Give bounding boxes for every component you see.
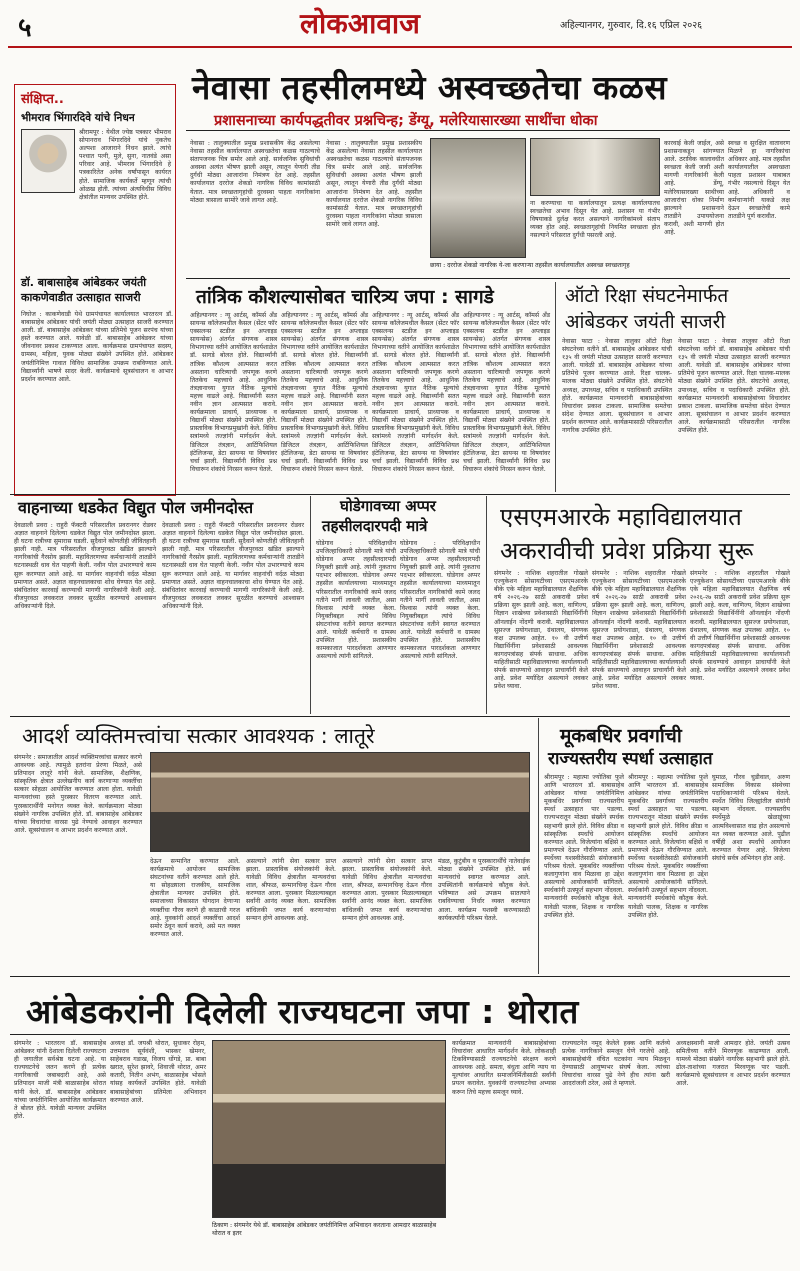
auto-headline-l2: आंबेडकर जयंती साजरी (565, 311, 726, 333)
portrait-photo (21, 129, 75, 193)
brief-title: भीमराव भिंगारदिवे यांचे निधन (21, 112, 135, 124)
photo-caption: छाया : दररोज शेकडो नागरिक ये-जा करणाऱ्या तहसील कार्यालयातील अस्वच्छ स्वच्छतागृह (430, 262, 630, 269)
adarsh-headline: आदर्श व्यक्तिमत्त्वांचा सत्कार आवश्यक : लातूरे (22, 724, 375, 748)
thorat-photo (212, 1040, 446, 1218)
adarsh-body-1: संगमनेर : समाजातील आदर्श व्यक्तिमत्त्वांचा सत्कार करणे आवश्यक आहे. त्यामुळे इतरांना प्रेरणा मिळते, असे प्रतिपादन लातूरे यांनी केले. सामाजिक, शैक्षणिक, सांस्कृतिक क्षेत्रात उल्लेखनीय कार्य करणाऱ्या व्यक्तींचा सत्कार सोहळा आयोजित करण्यात आला होता. यावेळी मान्यवरांच्या हस्ते पुरस्कार वितरण करण्यात आले. पुरस्कारार्थींनी मनोगत व्यक्त केले. कार्यक्रमाला मोठ्या संख्येने नागरिक उपस्थित होते. डॉ. बाबासाहेब आंबेडकर यांच्या विचारांचा वारसा पुढे नेण्याचे आवाहन करण्यात आले. सूत्रसंचालन व आभार प्रदर्शन करण्यात आले. (14, 754, 142, 834)
ghodegav-headline-l1: घोडेगावच्या अप्पर (340, 497, 436, 515)
vahan-headline: वाहनाच्या धडकेत विद्युत पोल जमीनदोस्त (18, 498, 254, 517)
masthead-rule (8, 46, 792, 48)
ghodegav-headline-l2: तहसीलदारपदी मात्रे (322, 517, 428, 535)
brief-body: निघोज : काकणेवाडी येथे ग्रामपंचायत कार्यालयात भारतरत्न डॉ. बाबासाहेब आंबेडकर यांची जयंती मोठ्या उत्साहात साजरी करण्यात आली. डॉ. बाबासाहेब आंबेडकर यांच्या प्रतिमेचे पूजन सरपंच यांच्या हस्ते करण्यात आले. यावेळी डॉ. बाबासाहेब आंबेडकर यांच्या जीवनावर प्रकाश टाकण्यात आला. कार्यक्रमास ग्रामपंचायत सदस्य, ग्रामस्थ, महिला, युवक मोठ्या संख्येने उपस्थित होते. आंबेडकर जयंतीनिमित्त गावात विविध सामाजिक उपक्रम राबविण्यात आले. विद्यार्थ्यांनी भाषणे सादर केली. कार्यक्रमाचे सूत्रसंचालन व आभार प्रदर्शन करण्यात आले. (21, 311, 173, 383)
toilet-photo-2 (530, 138, 660, 196)
adarsh-body-5: मंडळ, कुटुंबीय व पुरस्कारार्थींचे नातेवाईक मोठ्या संख्येने उपस्थित होते. सर्व मान्यवरांचे स्वागत करण्यात आले. उपस्थितांनी कार्यक्रमाचे कौतुक केले. भविष्यात असे उपक्रम सातत्याने राबविण्याचा निर्धार व्यक्त करण्यात आला. कार्यक्रम यशस्वी करण्यासाठी कार्यकर्त्यांनी परिश्रम घेतले. (438, 858, 530, 922)
masthead (0, 0, 800, 52)
bottom-body-4: राज्यघटनेत नमूद केलेले हक्क आणि कर्तव्ये प्रत्येक नागरिकाने समजून घेणे गरजेचे आहे. बाबासाहेबांनी वंचित घटकांना न्याय मिळवून देण्यासाठी आयुष्यभर संघर्ष केला. त्यांच्या विचारांचा वारसा पुढे नेणे हीच त्यांना खरी आदरांजली ठरेल, असे ते म्हणाले. (562, 1040, 670, 1088)
divider (10, 1034, 790, 1035)
bottom-body-2: अध्यक्ष डॉ. जयश्री थोरात, सुधाकर रोहम, उत्तमराव सूर्यवंशी, भास्कर खेमनर, साहेबराव गडाख, विजय धोंगडे, प्रा. बाबा खरात, सुरेश झावरे, शिवाजी थोरात, अमर कतारी, नितीन अभंग, बाळासाहेब भोसले यांसह कार्यकर्ते उपस्थित होते. यावेळी बाबासाहेबांच्या प्रतिमेला अभिवादन करण्यात आले. (110, 1040, 206, 1104)
mook-body-2: श्रीरामपूर : महात्मा ज्योतिबा फुले आणि भारतरत्न डॉ. बाबासाहेब आंबेडकर यांच्या जयंतीनिमित्त मूकबधिर प्रवर्गाच्या राज्यस्तरीय स्पर्धा उत्साहात पार पडल्या. राज्यभरातून मोठ्या संख्येने स्पर्धक सहभागी झाले होते. विविध क्रीडा व सांस्कृतिक स्पर्धांचे आयोजन करण्यात आले. विजेत्यांना बक्षिसे व प्रमाणपत्रे देऊन गौरविण्यात आले. स्पर्धेच्या यशस्वीतेसाठी संयोजकांनी परिश्रम घेतले. मूकबधिर व्यक्तींच्या कलागुणांना वाव मिळावा हा उद्देश असल्याचे आयोजकांनी सांगितले. स्पर्धकांनी उत्स्फूर्त सहभाग नोंदवला. मान्यवरांनी स्पर्धकांचे कौतुक केले. यावेळी पालक, शिक्षक व नागरिक उपस्थित होते. (628, 774, 708, 919)
lead-body-col2: नेवासा : तालुक्यातील प्रमुख प्रशासकीय केंद्र असलेल्या नेवासा तहसील कार्यालयात अस्वच्छतेचा कळस गाठल्याचे संतापजनक चित्र समोर आले आहे. सार्वजनिक सुविधांची अवस्था अत्यंत भीषण झाली असून, त्यातून येणारी तीव्र दुर्गंधी मोठ्या आजारांना निमंत्रण देत आहे. तहसील कार्यालयात दररोज शेकडो नागरिक विविध कामांसाठी येतात. मात्र स्वच्छतागृहांची दुरवस्था पाहता नागरिकांना मोठ्या त्रासाला सामोरे जावे लागत आहे. (326, 140, 422, 228)
tantrik-body: अहिल्यानगर : न्यू आर्टस्, कॉमर्स अँड सायन्स कॉलेजमधील कैसल (सेंटर फॉर एक्सलन्स स्टडीज इन अप्लाइड सायन्सेस) अंतर्गत संगणक शास्त्र विभागाच्या वतीने आयोजित कार्यशाळेत डॉ. सागडे बोलत होते. विद्यार्थ्यांनी तांत्रिक कौशल्य आत्मसात करत असताना चारित्र्याची जपणूक करणे तितकेच महत्त्वाचे आहे. आधुनिक तंत्रज्ञानाच्या युगात नैतिक मूल्यांचे महत्त्व वाढले आहे. विद्यार्थ्यांनी सतत नवीन ज्ञान आत्मसात करावे. कार्यक्रमाला प्राचार्य, प्राध्यापक व विद्यार्थी मोठ्या संख्येने उपस्थित होते. प्रास्ताविक विभागप्रमुखांनी केले. विविध सत्रांमध्ये तज्ज्ञांनी मार्गदर्शन केले. डिजिटल तंत्रज्ञान, आर्टिफिशियल इंटेलिजन्स, डेटा सायन्स या विषयांवर चर्चा झाली. विद्यार्थ्यांनी विविध प्रश्न विचारून शंकांचे निरसन करून घेतले. (190, 312, 277, 473)
divider (310, 496, 311, 714)
lead-subhead: प्रशासनाच्या कार्यपद्धतीवर प्रश्नचिन्ह; डेंग्यू, मलेरियासारख्या साथींचा धोका (214, 113, 598, 129)
brief-body-cont (21, 195, 173, 235)
newspaper-logo: लोकआवाज (300, 7, 420, 40)
divider (10, 976, 790, 977)
photo-caption: ठिकाण : संगमनेर येथे डॉ. बाबासाहेब आंबेडकर जयंतीनिमित्त अभिवादन करताना आमदार बाळासाहेब थोरात व इतर (212, 1222, 437, 1237)
mook-body-3: घुमाळ, गौरव चुडीवाल, अरुण सामाजिक विकास संस्थेच्या पदाधिकाऱ्यांनी परिश्रम घेतले. स्पर्धेत विविध जिल्ह्यांतील संघांनी सहभाग नोंदवला. राज्यस्तरीय स्पर्धेमुळे खेळाडूंच्या आत्मविश्वासात वाढ होत असल्याचे मत व्यक्त करण्यात आले. पुढील वर्षीही अशा स्पर्धांचे आयोजन करण्यात येणार आहे. विजेत्या संघांचे सर्वत्र अभिनंदन होत आहे. (712, 774, 790, 862)
bottom-body-1: संगमनेर : भारतरत्न डॉ. बाबासाहेब आंबेडकर यांनी देशाला दिलेली राज्यघटना ही जगातील सर्वश्रेष्ठ घटना आहे. या राज्यघटनेचे जतन करणे ही प्रत्येक नागरिकाची जबाबदारी आहे, असे प्रतिपादन माजी मंत्री बाळासाहेब थोरात यांनी केले. डॉ. बाबासाहेब आंबेडकर यांच्या जयंतीनिमित्त आयोजित कार्यक्रमात ते बोलत होते. यावेळी मान्यवर उपस्थित होते. (14, 1040, 106, 1120)
auto-body-2: नेवासा फाटा : नेवासा तालुका ऑटो रिक्षा संघटनेच्या वतीने डॉ. बाबासाहेब आंबेडकर यांची १३५ वी जयंती मोठ्या उत्साहात साजरी करण्यात आली. यावेळी डॉ. बाबासाहेब आंबेडकर यांच्या प्रतिमेचे पूजन करण्यात आले. रिक्षा चालक-मालक मोठ्या संख्येने उपस्थित होते. संघटनेचे अध्यक्ष, उपाध्यक्ष, सचिव व पदाधिकारी उपस्थित होते. कार्यक्रमात मान्यवरांनी बाबासाहेबांच्या विचारांवर प्रकाश टाकला. सामाजिक समतेचा संदेश देण्यात आला. सूत्रसंचालन व आभार प्रदर्शन करण्यात आले. कार्यक्रमासाठी परिसरातील नागरिक उपस्थित होते. (678, 338, 790, 435)
smrk-body-2: संगमनेर : नाशिक शहरातील गोखले एज्युकेशन सोसायटीच्या एसएमआरके बीके एके महिला महाविद्यालयात शैक्षणिक वर्ष २०२६-२७ साठी अकरावी प्रवेश प्रक्रिया सुरू झाली आहे. कला, वाणिज्य, विज्ञान शाखेच्या प्रवेशासाठी विद्यार्थिनींनी ऑनलाईन नोंदणी करावी. महाविद्यालयात सुसज्ज प्रयोगशाळा, ग्रंथालय, संगणक कक्ष उपलब्ध आहेत. १० वी उत्तीर्ण विद्यार्थिनींना प्रवेशासाठी आवश्यक कागदपत्रांसह संपर्क साधावा. अधिक माहितीसाठी महाविद्यालयाच्या कार्यालयाशी संपर्क साधण्याचे आवाहन प्राचार्यांनी केले आहे. प्रवेश मर्यादित असल्याने लवकर प्रवेश घ्यावा. (592, 570, 686, 691)
sankshipt-box (14, 84, 176, 496)
ghodegav-body-2: घोडेगाव : परिविक्षाधीन उपजिल्हाधिकारी सोनाली मात्रे यांची घोडेगाव अप्पर तहसीलदारपदी नियुक्ती झाली आहे. त्यांनी नुकताच पदभार स्वीकारला. घोडेगाव अप्पर तहसील कार्यालयाच्या माध्यमातून परिसरातील नागरिकांची कामे जलद गतीने मार्गी लावली जातील, असा विश्वास त्यांनी व्यक्त केला. नियुक्तीबद्दल त्यांचे विविध संघटनांच्या वतीने स्वागत करण्यात आले. यावेळी कर्मचारी व ग्रामस्थ उपस्थित होते. प्रशासकीय कामकाजात पारदर्शकता आणणार असल्याचे त्यांनी सांगितले. (400, 540, 480, 661)
mook-headline-l2: राज्यस्तरीय स्पर्धा उत्साहात (548, 749, 713, 769)
tantrik-headline: तांत्रिक कौशल्यासोबत चारित्र्य जपा : सागडे (196, 286, 494, 308)
lead-headline: नेवासा तहसीलमध्ये अस्वच्छतेचा कळस (192, 68, 668, 107)
smrk-body-1: संगमनेर : नाशिक शहरातील गोखले एज्युकेशन सोसायटीच्या एसएमआरके बीके एके महिला महाविद्यालयात शैक्षणिक वर्ष २०२६-२७ साठी अकरावी प्रवेश प्रक्रिया सुरू झाली आहे. कला, वाणिज्य, विज्ञान शाखेच्या प्रवेशासाठी विद्यार्थिनींनी ऑनलाईन नोंदणी करावी. महाविद्यालयात सुसज्ज प्रयोगशाळा, ग्रंथालय, संगणक कक्ष उपलब्ध आहेत. १० वी उत्तीर्ण विद्यार्थिनींना प्रवेशासाठी आवश्यक कागदपत्रांसह संपर्क साधावा. अधिक माहितीसाठी महाविद्यालयाच्या कार्यालयाशी संपर्क साधण्याचे आवाहन प्राचार्यांनी केले आहे. प्रवेश मर्यादित असल्याने लवकर प्रवेश घ्यावा. (494, 570, 588, 691)
smrk-body-3: संगमनेर : नाशिक शहरातील गोखले एज्युकेशन सोसायटीच्या एसएमआरके बीके एके महिला महाविद्यालयात शैक्षणिक वर्ष २०२६-२७ साठी अकरावी प्रवेश प्रक्रिया सुरू झाली आहे. कला, वाणिज्य, विज्ञान शाखेच्या प्रवेशासाठी विद्यार्थिनींनी ऑनलाईन नोंदणी करावी. महाविद्यालयात सुसज्ज प्रयोगशाळा, ग्रंथालय, संगणक कक्ष उपलब्ध आहेत. १० वी उत्तीर्ण विद्यार्थिनींना प्रवेशासाठी आवश्यक कागदपत्रांसह संपर्क साधावा. अधिक माहितीसाठी महाविद्यालयाच्या कार्यालयाशी संपर्क साधण्याचे आवाहन प्राचार्यांनी केले आहे. प्रवेश मर्यादित असल्याने लवकर प्रवेश घ्यावा. (690, 570, 790, 683)
divider (555, 282, 556, 492)
divider (10, 716, 790, 717)
lead-body-col1: नेवासा : तालुक्यातील प्रमुख प्रशासकीय केंद्र असलेल्या नेवासा तहसील कार्यालयात अस्वच्छतेचा कळस गाठल्याचे संतापजनक चित्र समोर आले आहे. सार्वजनिक सुविधांची अवस्था अत्यंत भीषण झाली असून, त्यातून येणारी तीव्र दुर्गंधी मोठ्या आजारांना निमंत्रण देत आहे. तहसील कार्यालयात दररोज शेकडो नागरिक विविध कामांसाठी येतात. मात्र स्वच्छतागृहांची दुरवस्था पाहता नागरिकांना मोठ्या त्रासाला सामोरे जावे लागत आहे. (190, 140, 320, 204)
bottom-body-3: कार्यक्रमात मान्यवरांनी बाबासाहेबांच्या विचारांवर आधारित मार्गदर्शन केले. लोकशाही टिकविण्यासाठी राज्यघटनेचे संरक्षण करणे आवश्यक आहे. समता, बंधुता आणि न्याय या मूल्यांवर आधारित समाजनिर्मितीसाठी सर्वांनी प्रयत्न करावेत. युवकांनी राज्यघटनेचा अभ्यास करून तिचे महत्त्व समजून घ्यावे. (452, 1040, 556, 1096)
group-photo (150, 752, 530, 852)
divider (486, 496, 487, 714)
vahan-body-1: देवळाली प्रवरा : राहुरी फॅक्टरी परिसरातील प्रवरानगर रोडवर अज्ञात वाहनाने दिलेल्या धडकेत विद्युत पोल जमीनदोस्त झाला. ही घटना रात्रीच्या सुमारास घडली. सुदैवाने कोणतीही जीवितहानी झाली नाही. मात्र परिसरातील वीजपुरवठा खंडित झाल्याने नागरिकांची गैरसोय झाली. महावितरणच्या कर्मचाऱ्यांनी तातडीने घटनास्थळी धाव घेत पाहणी केली. नवीन पोल उभारण्याचे काम सुरू करण्यात आले आहे. या मार्गावर वाहनांची वर्दळ मोठ्या प्रमाणात असते. अज्ञात वाहनचालकाचा शोध घेण्यात येत आहे. संबंधितांवर कारवाई करण्याची मागणी नागरिकांनी केली आहे. वीजपुरवठा लवकरात लवकर सुरळीत करण्याचे आश्वासन अधिकाऱ्यांनी दिले. (14, 522, 156, 610)
brief-title: डॉ. बाबासाहेब आंबेडकर जयंती काकणेवाडीत उत्साहात साजरी (21, 276, 147, 304)
auto-headline-l1: ऑटो रिक्षा संघटनेमार्फत (565, 285, 729, 307)
lead-body-col5: स्वच्छ व सुरक्षित वातावरण मिळणे हा नागरिकांचा अधिकार आहे. मात्र तहसील कार्यालयातील अस्वच्छता पाहता प्रशासन याबाबत गंभीर नसल्याचे दिसून येत आहे. अधिकारी व कर्मचाऱ्यांनी याकडे लक्ष देऊन स्वच्छतेची कामे तातडीने पूर्ण करावीत. (728, 140, 791, 220)
divider (186, 130, 790, 131)
lead-body-col3: ना करण्याचा या कार्यालयातून प्रत्यक्ष कार्यालयातच स्वच्छतेचा अभाव दिसून येत आहे. प्रशासन या गंभीर विषयाकडे दुर्लक्ष करत असल्याने नागरिकांमध्ये संताप व्यक्त होत आहे. स्वच्छतागृहांची नियमित स्वच्छता होत नसल्याने परिसरात दुर्गंधी पसरली आहे. (530, 200, 660, 240)
adarsh-body-4: असल्याने त्यांनी सेवा सत्कार प्राप्त झाला. प्रास्ताविक संयोजकांनी केले. यावेळी विविध क्षेत्रातील मान्यवरांचा शाल, श्रीफळ, सन्मानचिन्ह देऊन गौरव करण्यात आला. पुरस्कार मिळाल्याबद्दल सर्वांनी आनंद व्यक्त केला. सामाजिक बांधिलकी जपत कार्य करणाऱ्यांचा सन्मान होणे आवश्यक आहे. (342, 858, 432, 922)
smrk-headline-l1: एसएमआरके महाविद्यालयात (500, 503, 742, 531)
mook-headline-l1: मूकबधिर प्रवर्गाची (560, 725, 682, 747)
divider (186, 278, 790, 279)
mook-body-1: श्रीरामपूर : महात्मा ज्योतिबा फुले आणि भारतरत्न डॉ. बाबासाहेब आंबेडकर यांच्या जयंतीनिमित्त मूकबधिर प्रवर्गाच्या राज्यस्तरीय स्पर्धा उत्साहात पार पडल्या. राज्यभरातून मोठ्या संख्येने स्पर्धक सहभागी झाले होते. विविध क्रीडा व सांस्कृतिक स्पर्धांचे आयोजन करण्यात आले. विजेत्यांना बक्षिसे व प्रमाणपत्रे देऊन गौरविण्यात आले. स्पर्धेच्या यशस्वीतेसाठी संयोजकांनी परिश्रम घेतले. मूकबधिर व्यक्तींच्या कलागुणांना वाव मिळावा हा उद्देश असल्याचे आयोजकांनी सांगितले. स्पर्धकांनी उत्स्फूर्त सहभाग नोंदवला. मान्यवरांनी स्पर्धकांचे कौतुक केले. यावेळी पालक, शिक्षक व नागरिक उपस्थित होते. (544, 774, 624, 919)
vahan-body-2: देवळाली प्रवरा : राहुरी फॅक्टरी परिसरातील प्रवरानगर रोडवर अज्ञात वाहनाने दिलेल्या धडकेत विद्युत पोल जमीनदोस्त झाला. ही घटना रात्रीच्या सुमारास घडली. सुदैवाने कोणतीही जीवितहानी झाली नाही. मात्र परिसरातील वीजपुरवठा खंडित झाल्याने नागरिकांची गैरसोय झाली. महावितरणच्या कर्मचाऱ्यांनी तातडीने घटनास्थळी धाव घेत पाहणी केली. नवीन पोल उभारण्याचे काम सुरू करण्यात आले आहे. या मार्गावर वाहनांची वर्दळ मोठ्या प्रमाणात असते. अज्ञात वाहनचालकाचा शोध घेण्यात येत आहे. संबंधितांवर कारवाई करण्याची मागणी नागरिकांनी केली आहे. वीजपुरवठा लवकरात लवकर सुरळीत करण्याचे आश्वासन अधिकाऱ्यांनी दिले. (162, 522, 304, 610)
divider (10, 494, 790, 495)
dateline: अहिल्यानगर, गुरुवार, दि.१६ एप्रिल २०२६ (560, 20, 703, 31)
smrk-headline-l2: अकरावीची प्रवेश प्रक्रिया सुरू (500, 537, 754, 565)
lead-body-col4: कारवाई केली जाईल, असे प्रशासनाकडून सांगण्यात आले. ठराविक कालावधीत स्वच्छता केली जावी अशी मागणी नागरिकांनी केली आहे. डेंग्यू, मलेरियासारख्या साथीच्या आजारांचा धोका निर्माण झाल्याने प्रशासनाने तातडीने उपाययोजना करावी, अशी मागणी होत आहे. (664, 140, 724, 237)
bottom-headline: आंबेडकरांनी दिलेली राज्यघटना जपा : थोरात (26, 992, 579, 1031)
tantrik-body-3: अहिल्यानगर : न्यू आर्टस्, कॉमर्स अँड सायन्स कॉलेजमधील कैसल (सेंटर फॉर एक्सलन्स स्टडीज इन अप्लाइड सायन्सेस) अंतर्गत संगणक शास्त्र विभागाच्या वतीने आयोजित कार्यशाळेत डॉ. सागडे बोलत होते. विद्यार्थ्यांनी तांत्रिक कौशल्य आत्मसात करत असताना चारित्र्याची जपणूक करणे तितकेच महत्त्वाचे आहे. आधुनिक तंत्रज्ञानाच्या युगात नैतिक मूल्यांचे महत्त्व वाढले आहे. विद्यार्थ्यांनी सतत नवीन ज्ञान आत्मसात करावे. कार्यक्रमाला प्राचार्य, प्राध्यापक व विद्यार्थी मोठ्या संख्येने उपस्थित होते. प्रास्ताविक विभागप्रमुखांनी केले. विविध सत्रांमध्ये तज्ज्ञांनी मार्गदर्शन केले. डिजिटल तंत्रज्ञान, आर्टिफिशियल इंटेलिजन्स, डेटा सायन्स या विषयांवर चर्चा झाली. विद्यार्थ्यांनी विविध प्रश्न विचारून शंकांचे निरसन करून घेतले. (372, 312, 459, 473)
tantrik-body-4: अहिल्यानगर : न्यू आर्टस्, कॉमर्स अँड सायन्स कॉलेजमधील कैसल (सेंटर फॉर एक्सलन्स स्टडीज इन अप्लाइड सायन्सेस) अंतर्गत संगणक शास्त्र विभागाच्या वतीने आयोजित कार्यशाळेत डॉ. सागडे बोलत होते. विद्यार्थ्यांनी तांत्रिक कौशल्य आत्मसात करत असताना चारित्र्याची जपणूक करणे तितकेच महत्त्वाचे आहे. आधुनिक तंत्रज्ञानाच्या युगात नैतिक मूल्यांचे महत्त्व वाढले आहे. विद्यार्थ्यांनी सतत नवीन ज्ञान आत्मसात करावे. कार्यक्रमाला प्राचार्य, प्राध्यापक व विद्यार्थी मोठ्या संख्येने उपस्थित होते. प्रास्ताविक विभागप्रमुखांनी केले. विविध सत्रांमध्ये तज्ज्ञांनी मार्गदर्शन केले. डिजिटल तंत्रज्ञान, आर्टिफिशियल इंटेलिजन्स, डेटा सायन्स या विषयांवर चर्चा झाली. विद्यार्थ्यांनी विविध प्रश्न विचारून शंकांचे निरसन करून घेतले. (463, 312, 550, 473)
ghodegav-body: घोडेगाव : परिविक्षाधीन उपजिल्हाधिकारी सोनाली मात्रे यांची घोडेगाव अप्पर तहसीलदारपदी नियुक्ती झाली आहे. त्यांनी नुकताच पदभार स्वीकारला. घोडेगाव अप्पर तहसील कार्यालयाच्या माध्यमातून परिसरातील नागरिकांची कामे जलद गतीने मार्गी लावली जातील, असा विश्वास त्यांनी व्यक्त केला. नियुक्तीबद्दल त्यांचे विविध संघटनांच्या वतीने स्वागत करण्यात आले. यावेळी कर्मचारी व ग्रामस्थ उपस्थित होते. प्रशासकीय कामकाजात पारदर्शकता आणणार असल्याचे त्यांनी सांगितले. (316, 540, 396, 661)
auto-body: नेवासा फाटा : नेवासा तालुका ऑटो रिक्षा संघटनेच्या वतीने डॉ. बाबासाहेब आंबेडकर यांची १३५ वी जयंती मोठ्या उत्साहात साजरी करण्यात आली. यावेळी डॉ. बाबासाहेब आंबेडकर यांच्या प्रतिमेचे पूजन करण्यात आले. रिक्षा चालक-मालक मोठ्या संख्येने उपस्थित होते. संघटनेचे अध्यक्ष, उपाध्यक्ष, सचिव व पदाधिकारी उपस्थित होते. कार्यक्रमात मान्यवरांनी बाबासाहेबांच्या विचारांवर प्रकाश टाकला. सामाजिक समतेचा संदेश देण्यात आला. सूत्रसंचालन व आभार प्रदर्शन करण्यात आले. कार्यक्रमासाठी परिसरातील नागरिक उपस्थित होते. (562, 338, 673, 435)
adarsh-body-3: असल्याने त्यांनी सेवा सत्कार प्राप्त झाला. प्रास्ताविक संयोजकांनी केले. यावेळी विविध क्षेत्रातील मान्यवरांचा शाल, श्रीफळ, सन्मानचिन्ह देऊन गौरव करण्यात आला. पुरस्कार मिळाल्याबद्दल सर्वांनी आनंद व्यक्त केला. सामाजिक बांधिलकी जपत कार्य करणाऱ्यांचा सन्मान होणे आवश्यक आहे. (246, 858, 336, 922)
tantrik-body-2: अहिल्यानगर : न्यू आर्टस्, कॉमर्स अँड सायन्स कॉलेजमधील कैसल (सेंटर फॉर एक्सलन्स स्टडीज इन अप्लाइड सायन्सेस) अंतर्गत संगणक शास्त्र विभागाच्या वतीने आयोजित कार्यशाळेत डॉ. सागडे बोलत होते. विद्यार्थ्यांनी तांत्रिक कौशल्य आत्मसात करत असताना चारित्र्याची जपणूक करणे तितकेच महत्त्वाचे आहे. आधुनिक तंत्रज्ञानाच्या युगात नैतिक मूल्यांचे महत्त्व वाढले आहे. विद्यार्थ्यांनी सतत नवीन ज्ञान आत्मसात करावे. कार्यक्रमाला प्राचार्य, प्राध्यापक व विद्यार्थी मोठ्या संख्येने उपस्थित होते. प्रास्ताविक विभागप्रमुखांनी केले. विविध सत्रांमध्ये तज्ज्ञांनी मार्गदर्शन केले. डिजिटल तंत्रज्ञान, आर्टिफिशियल इंटेलिजन्स, डेटा सायन्स या विषयांवर चर्चा झाली. विद्यार्थ्यांनी विविध प्रश्न विचारून शंकांचे निरसन करून घेतले. (281, 312, 368, 473)
adarsh-body-2: देऊन सन्मानित करण्यात आले. कार्यक्रमाचे आयोजन सामाजिक संघटनांच्या वतीने करण्यात आले होते. या सोहळ्याला राजकीय, सामाजिक क्षेत्रातील मान्यवर उपस्थित होते. समाजाच्या विकासात योगदान देणाऱ्या व्यक्तींचा गौरव करणे ही काळाची गरज आहे. युवकांनी आदर्श व्यक्तींचा आदर्श समोर ठेवून कार्य करावे, असे मत व्यक्त करण्यात आले. (150, 858, 240, 938)
bottom-body-5: अध्यक्षस्थानी माजी आमदार होते. जयंती उत्सव समितीच्या वतीने मिरवणूक काढण्यात आली. यामध्ये मोठ्या संख्येने नागरिक सहभागी झाले होते. ढोल-ताशांच्या गजरात मिरवणूक पार पडली. कार्यक्रमाचे सूत्रसंचालन व आभार प्रदर्शन करण्यात आले. (676, 1040, 790, 1088)
sankshipt-label: संक्षिप्त.. (21, 92, 64, 107)
brief-body: श्रीरामपूर : येथील ज्येष्ठ पत्रकार भीमराव सोपानराव भिंगारदिवे यांचे नुकतेच अल्पशा आजाराने निधन झाले. त्यांचे पश्चात पत्नी, मुले, सुना, नातवंडे असा परिवार आहे. भीमराव भिंगारदिवे हे पत्रकारितेत अनेक वर्षांपासून कार्यरत होते. सामाजिक कार्यकर्ते म्हणून त्यांची ओळख होती. त्यांच्या अंत्यविधीस विविध क्षेत्रांतील मान्यवर उपस्थित होते. (79, 129, 171, 201)
divider (538, 718, 539, 974)
page-number: ५ (18, 13, 32, 43)
toilet-photo-1 (430, 138, 526, 258)
